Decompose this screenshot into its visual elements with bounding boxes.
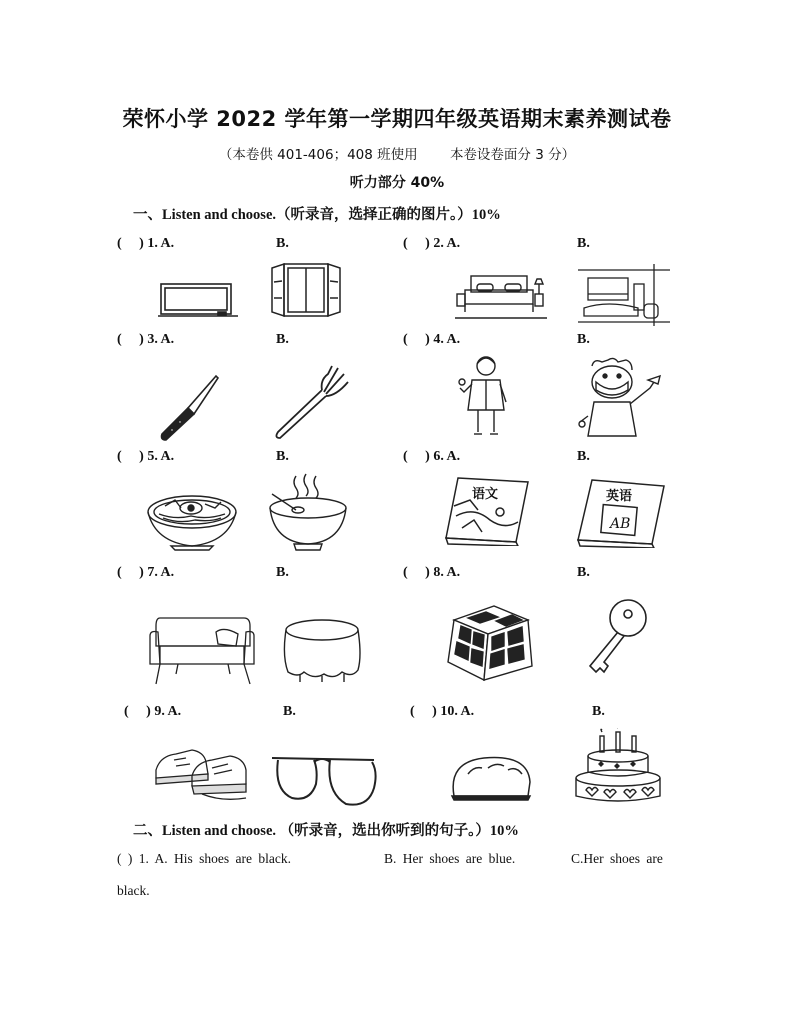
english-book-title: 英语 (606, 489, 633, 504)
question-1-option-b: B. (276, 236, 289, 251)
question-9-option-b: B. (283, 704, 296, 719)
question-4-label: ( ) 4. A. (403, 332, 461, 347)
table-icon (280, 616, 364, 684)
section1-heading: 一、Listen and choose.（听录音，选择正确的图片。）10% (133, 207, 501, 223)
bathroom-icon (578, 264, 670, 326)
question-7-label: ( ) 7. A. (117, 565, 175, 580)
key-icon (584, 596, 652, 680)
question-8-label: ( ) 8. A. (403, 565, 461, 580)
question-4-option-b: B. (577, 332, 590, 347)
s2-question-1-option-a: ( ) 1. A. His shoes are black. (117, 851, 291, 866)
fork-icon (272, 362, 354, 442)
question-3-label: ( ) 3. A. (117, 332, 175, 347)
english-book-letters: AB (610, 516, 631, 532)
bread-icon (448, 752, 534, 802)
nurse-icon (574, 356, 670, 438)
shoes-icon (152, 740, 250, 804)
question-5-option-b: B. (276, 449, 289, 464)
question-2-label: ( ) 2. A. (403, 236, 461, 251)
blackboard-icon (158, 280, 238, 320)
cube-toy-icon (444, 600, 536, 686)
question-8-option-b: B. (577, 565, 590, 580)
s2-question-1-option-c-continued: black. (117, 883, 150, 898)
s2-question-1-option-c: C.Her shoes are (571, 851, 663, 866)
part-heading: 听力部分 40% (349, 175, 445, 191)
soup-icon (266, 472, 350, 552)
english-book-icon (576, 478, 666, 548)
question-6-option-b: B. (577, 449, 590, 464)
question-1-label: ( ) 1. A. (117, 236, 175, 251)
sofa-icon (146, 612, 258, 686)
question-5-label: ( ) 5. A. (117, 449, 175, 464)
knife-icon (158, 372, 220, 444)
question-6-label: ( ) 6. A. (403, 449, 461, 464)
question-9-label: ( ) 9. A. (124, 704, 182, 719)
section2-heading: 二、Listen and choose. （听录音，选出你听到的句子。）10% (133, 823, 519, 839)
subtitle-note: 本卷设卷面分 3 分） (449, 147, 576, 163)
question-10-option-b: B. (592, 704, 605, 719)
bedroom-icon (455, 266, 547, 322)
chinese-book-title: 语文 (472, 487, 499, 502)
glasses-icon (270, 750, 380, 808)
question-2-option-b: B. (577, 236, 590, 251)
question-7-option-b: B. (276, 565, 289, 580)
question-3-option-b: B. (276, 332, 289, 347)
question-10-label: ( ) 10. A. (410, 704, 475, 719)
subtitle-classes: （本卷供 401-406；408 班使用 (218, 147, 418, 163)
window-icon (270, 260, 342, 320)
doctor-icon (456, 352, 518, 438)
chinese-book-icon (444, 476, 530, 546)
cake-icon (572, 728, 664, 806)
s2-question-1-option-b: B. Her shoes are blue. (384, 851, 516, 866)
noodles-icon (145, 490, 239, 552)
page-title: 荣怀小学 2022 学年第一学期四年级英语期末素养测试卷 (122, 107, 672, 131)
page-subtitle (0, 143, 794, 163)
